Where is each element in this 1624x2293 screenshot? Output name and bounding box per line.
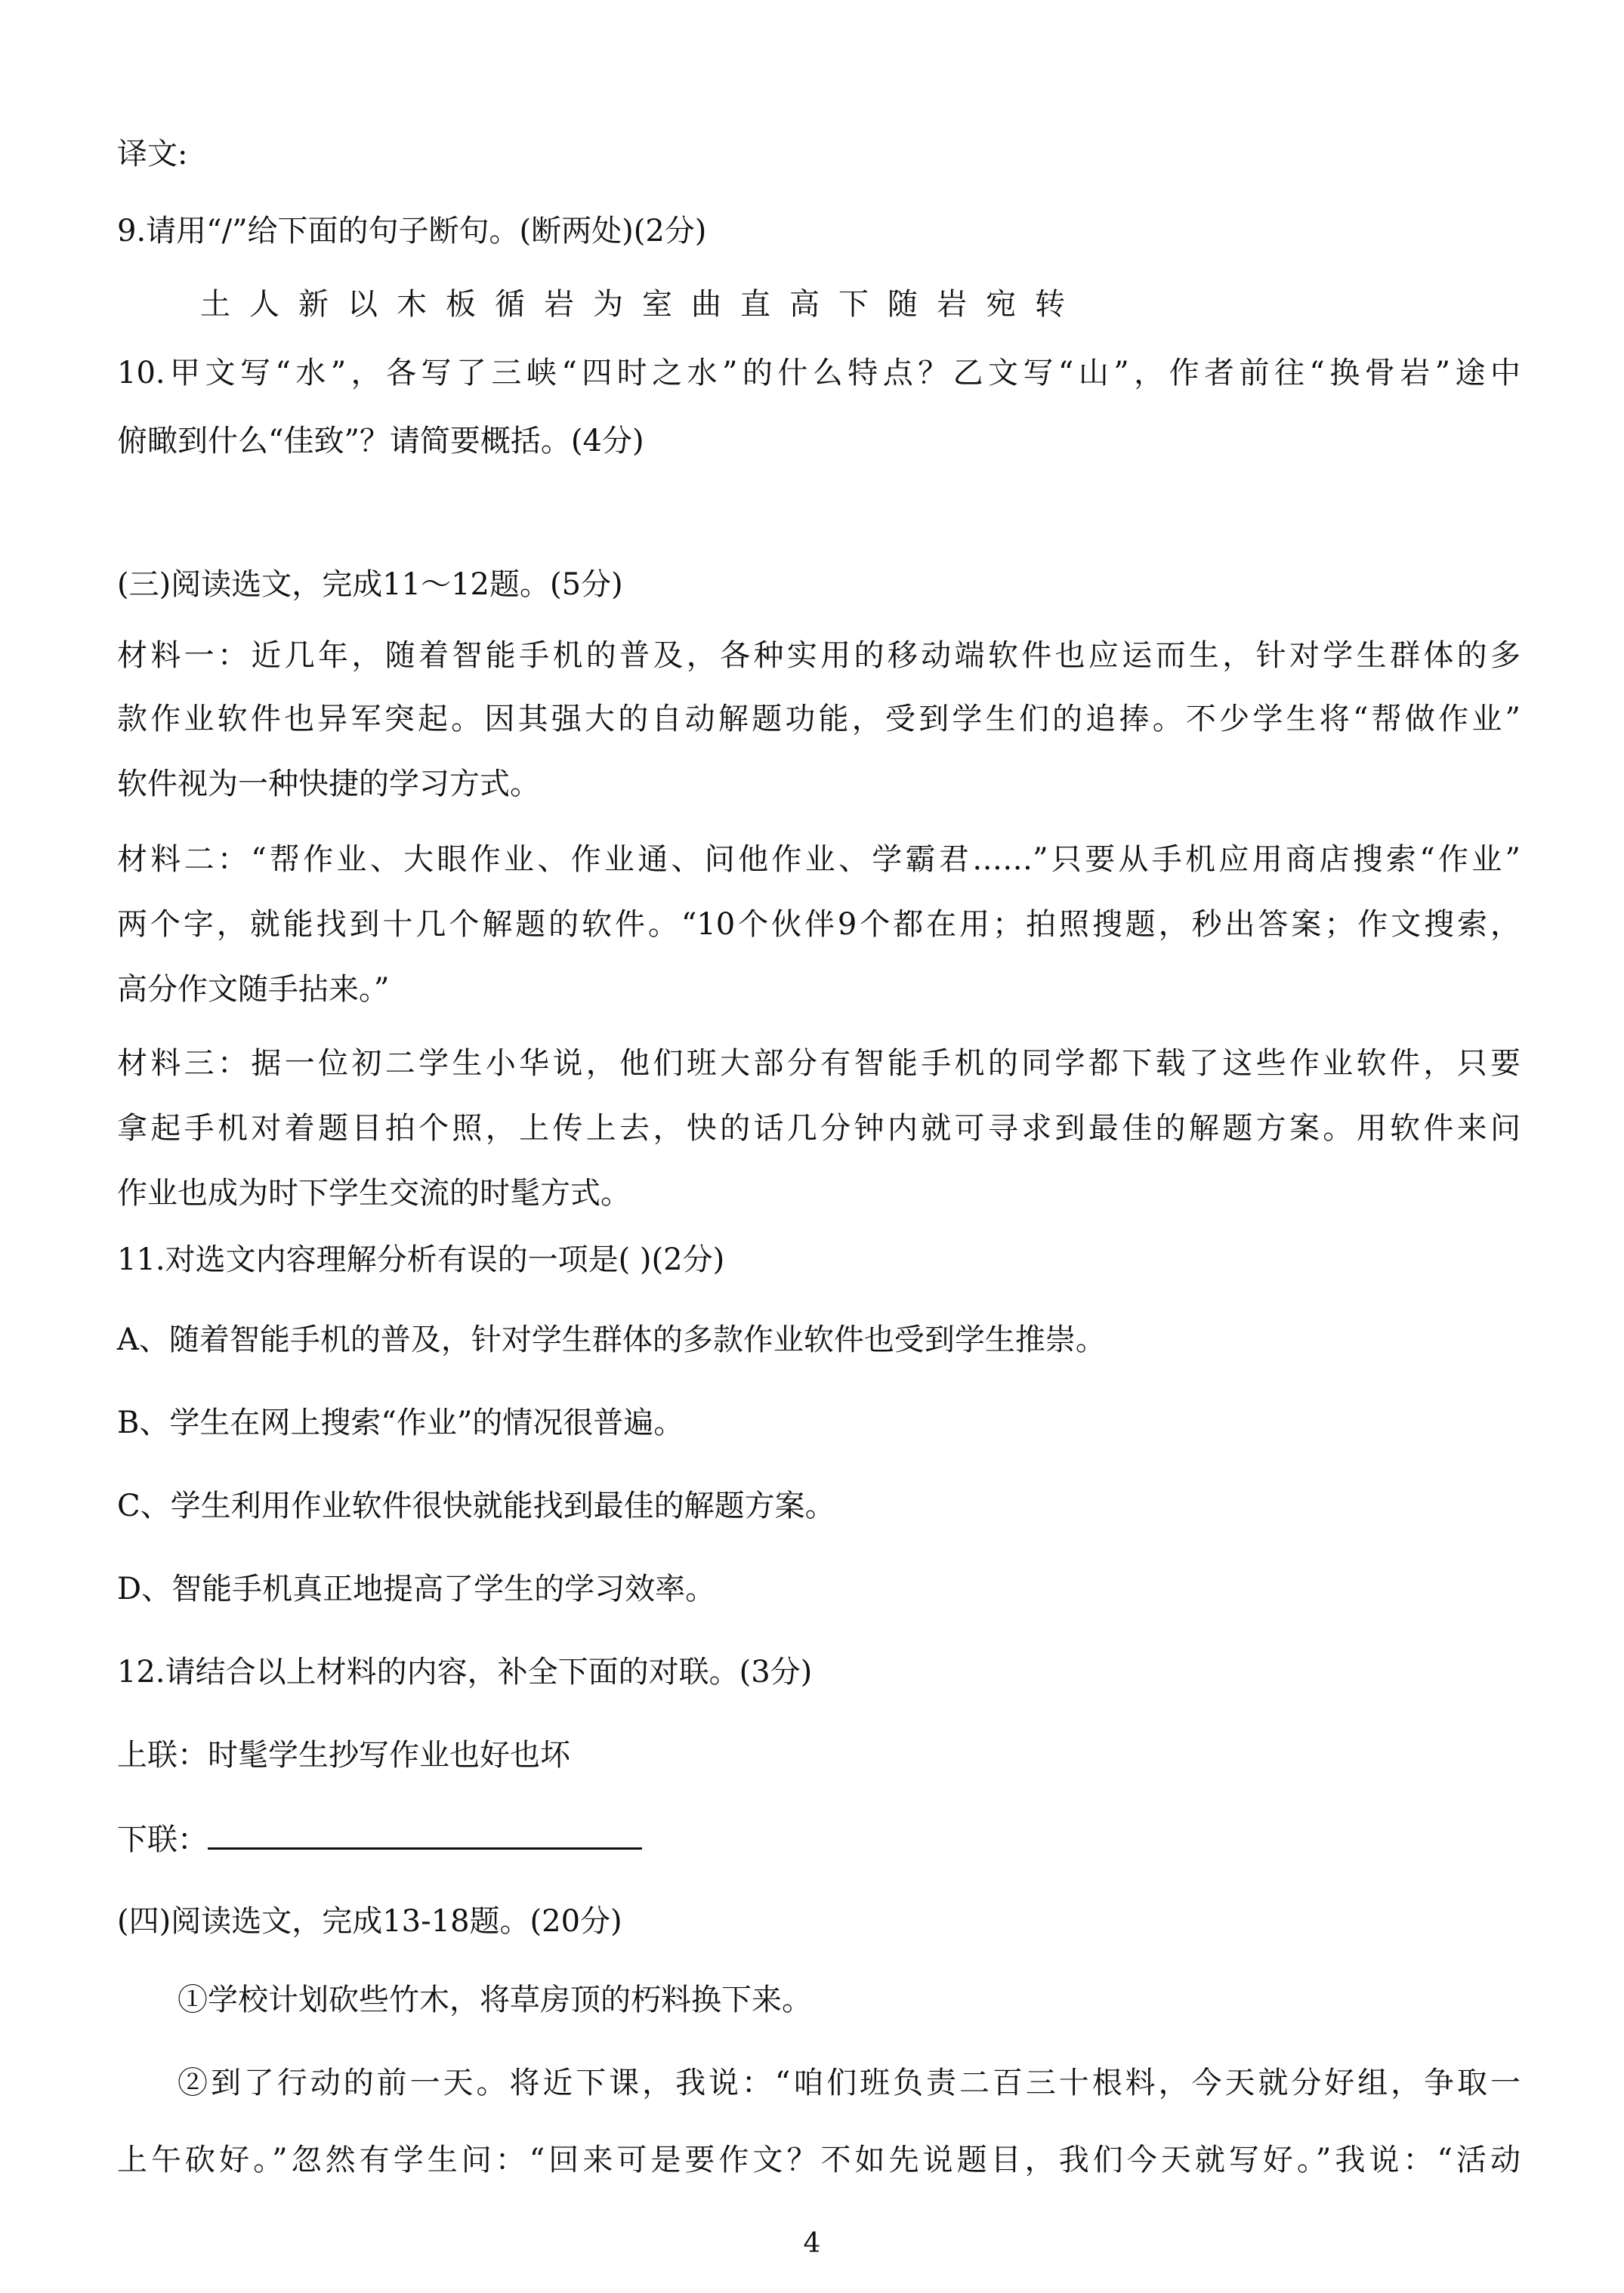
couplet-upper: 上联：时髦学生抄写作业也好也坏 [117, 1738, 570, 1773]
passage-paragraph-2-line-2: 上午砍好。”忽然有学生问：“回来可是要作文？不如先说题目，我们今天就写好。”我说：“活动 [117, 2143, 1521, 2177]
question-11-option-c: C、学生利用作业软件很快就能找到最佳的解题方案。 [117, 1489, 835, 1523]
material-3-line-3: 作业也成为时下学生交流的时髦方式。 [117, 1176, 631, 1211]
section-3-heading: (三)阅读选文，完成11～12题。(5分) [117, 567, 623, 602]
material-2-line-1: 材料二：“帮作业、大眼作业、作业通、问他作业、学霸君……”只要从手机应用商店搜索“作业” [117, 842, 1521, 877]
question-11-option-d: D、智能手机真正地提高了学生的学习效率。 [117, 1572, 716, 1606]
question-9: 9.请用“/”给下面的句子断句。(断两处)(2分) [117, 214, 707, 248]
question-11: 11.对选文内容理解分析有误的一项是( )(2分) [117, 1242, 725, 1277]
material-2-line-2: 两个字，就能找到十几个解题的软件。“10个伙伴9个都在用；拍照搜题，秒出答案；作文搜索， [117, 907, 1521, 942]
material-1-line-2: 款作业软件也异军突起。因其强大的自动解题功能，受到学生们的追捧。不少学生将“帮做作业” [117, 702, 1521, 736]
answer-blank[interactable] [208, 1817, 642, 1850]
passage-paragraph-1: ①学校计划砍些竹木，将草房顶的朽料换下来。 [178, 1983, 812, 2017]
question-9-sentence: 土人新以木板循岩为室曲直高下随岩宛转 [200, 287, 1084, 322]
question-11-option-b: B、学生在网上搜索“作业”的情况很普遍。 [117, 1406, 684, 1440]
material-1-line-1: 材料一：近几年，随着智能手机的普及，各种实用的移动端软件也应运而生，针对学生群体的多 [117, 638, 1521, 673]
material-2-line-3: 高分作文随手拈来。” [117, 972, 390, 1007]
question-10-line-2: 俯瞰到什么“佳致”？请简要概括。(4分) [117, 424, 644, 458]
translation-label: 译文: [117, 137, 188, 171]
passage-paragraph-2-line-1: ②到了行动的前一天。将近下课，我说：“咱们班负责二百三十根料，今天就分好组，争取一 [178, 2066, 1521, 2100]
material-3-line-2: 拿起手机对着题目拍个照，上传上去，快的话几分钟内就可寻求到最佳的解题方案。用软件来问 [117, 1111, 1521, 1146]
material-3-line-1: 材料三：据一位初二学生小华说，他们班大部分有智能手机的同学都下载了这些作业软件，只要 [117, 1046, 1521, 1081]
page-number: 4 [803, 2228, 821, 2259]
couplet-lower [117, 1817, 642, 1861]
question-10-line-1: 10.甲文写“水”，各写了三峡“四时之水”的什么特点？乙文写“山”，作者前往“换骨岩”途中 [117, 356, 1521, 390]
question-11-option-a: A、随着智能手机的普及，针对学生群体的多款作业软件也受到学生推崇。 [117, 1322, 1106, 1357]
section-4-heading: (四)阅读选文，完成13-18题。(20分) [117, 1904, 622, 1939]
couplet-lower-label: 下联： [117, 1822, 208, 1857]
question-12: 12.请结合以上材料的内容，补全下面的对联。(3分) [117, 1655, 813, 1690]
material-1-line-3: 软件视为一种快捷的学习方式。 [117, 767, 540, 801]
